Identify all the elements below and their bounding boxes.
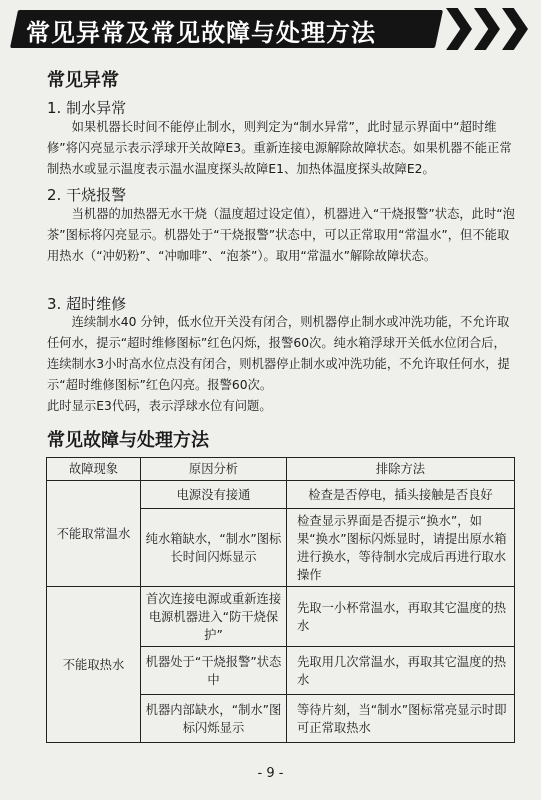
symptom-cell: 不能取热水: [47, 587, 141, 743]
cause-cell: 电源没有接通: [141, 481, 287, 509]
fault-table: [46, 457, 515, 743]
subheading-water-making-exception: 1. 制水异常: [47, 99, 127, 117]
header-symptom: 故障现象: [47, 458, 141, 481]
page-number: - 9 -: [257, 766, 284, 781]
cause-cell: 首次连接电源或重新连接电源机器进入“防干烧保护”: [141, 587, 287, 647]
paragraph-water-making-exception: 如果机器长时间不能停止制水，则判定为“制水异常”，此时显示界面中“超时维修”将闪亮显示表示浮球开关故障E3。重新连接电源解除故障状态。如果机器不能正常制热水或显示温度表示温水温度探头故障E1、加热体温度探头故障E2。: [47, 120, 512, 176]
chevron-decoration-icon: [446, 8, 472, 50]
subheading-timeout-maintenance: 3. 超时维修: [47, 295, 127, 313]
table-header-row: [47, 458, 515, 481]
symptom-cell: 不能取常温水: [47, 481, 141, 587]
note-e3-code: 此时显示E3代码，表示浮球水位有问题。: [47, 399, 272, 413]
remedy-cell: 等待片刻，当“制水”图标常亮显示时即可正常取热水: [287, 695, 515, 743]
cause-cell: 纯水箱缺水，“制水”图标长时间闪烁显示: [141, 509, 287, 587]
chevron-decoration-icon: [474, 8, 500, 50]
header-cause: 原因分析: [141, 458, 287, 481]
cause-cell: 机器内部缺水，“制水”图标闪烁显示: [141, 695, 287, 743]
subheading-dry-burn-alarm: 2. 干烧报警: [47, 186, 127, 204]
chevron-decoration-icon: [502, 8, 528, 50]
paragraph-dry-burn-alarm: 当机器的加热器无水干烧（温度超过设定值），机器进入“干烧报警”状态，此时“泡茶”图标将闪亮显示。机器处于“干烧报警”状态中，可以正常取用“常温水”，但不能取用热水（“冲奶粉”、“冲咖啡”、“泡茶”）。取用“常温水”解除故障状态。: [47, 207, 515, 263]
remedy-cell: 先取用几次常温水，再取其它温度的热水: [287, 647, 515, 695]
remedy-cell: 先取一小杯常温水，再取其它温度的热水: [287, 587, 515, 647]
paragraph-timeout-maintenance: 连续制水40 分钟，低水位开关没有闭合，则机器停止制水或冲洗功能，不允许取任何水，提示“超时维修图标”红色闪烁，报警60次。纯水箱浮球开关低水位闭合后，连续制水3小时高水位点没有闭合，则机器停止制水或冲洗功能，不允许取任何水，提示“超时维修图标”红色闪亮。报警60次。: [47, 315, 510, 392]
remedy-cell: 检查显示界面是否提示“换水”，如果“换水”图标闪烁显时，请提出原水箱进行换水，等待制水完成后再进行取水操作: [287, 509, 515, 587]
table-row: [47, 481, 515, 509]
section-heading-faults: 常见故障与处理方法: [47, 430, 209, 451]
section-heading-common-exceptions: 常见异常: [47, 70, 119, 91]
cause-cell: 机器处于“干烧报警”状态中: [141, 647, 287, 695]
page-title: 常见异常及常见故障与处理方法: [26, 19, 376, 47]
header-remedy: 排除方法: [287, 458, 515, 481]
table-row: [47, 587, 515, 647]
remedy-cell: 检查是否停电，插头接触是否良好: [287, 481, 515, 509]
